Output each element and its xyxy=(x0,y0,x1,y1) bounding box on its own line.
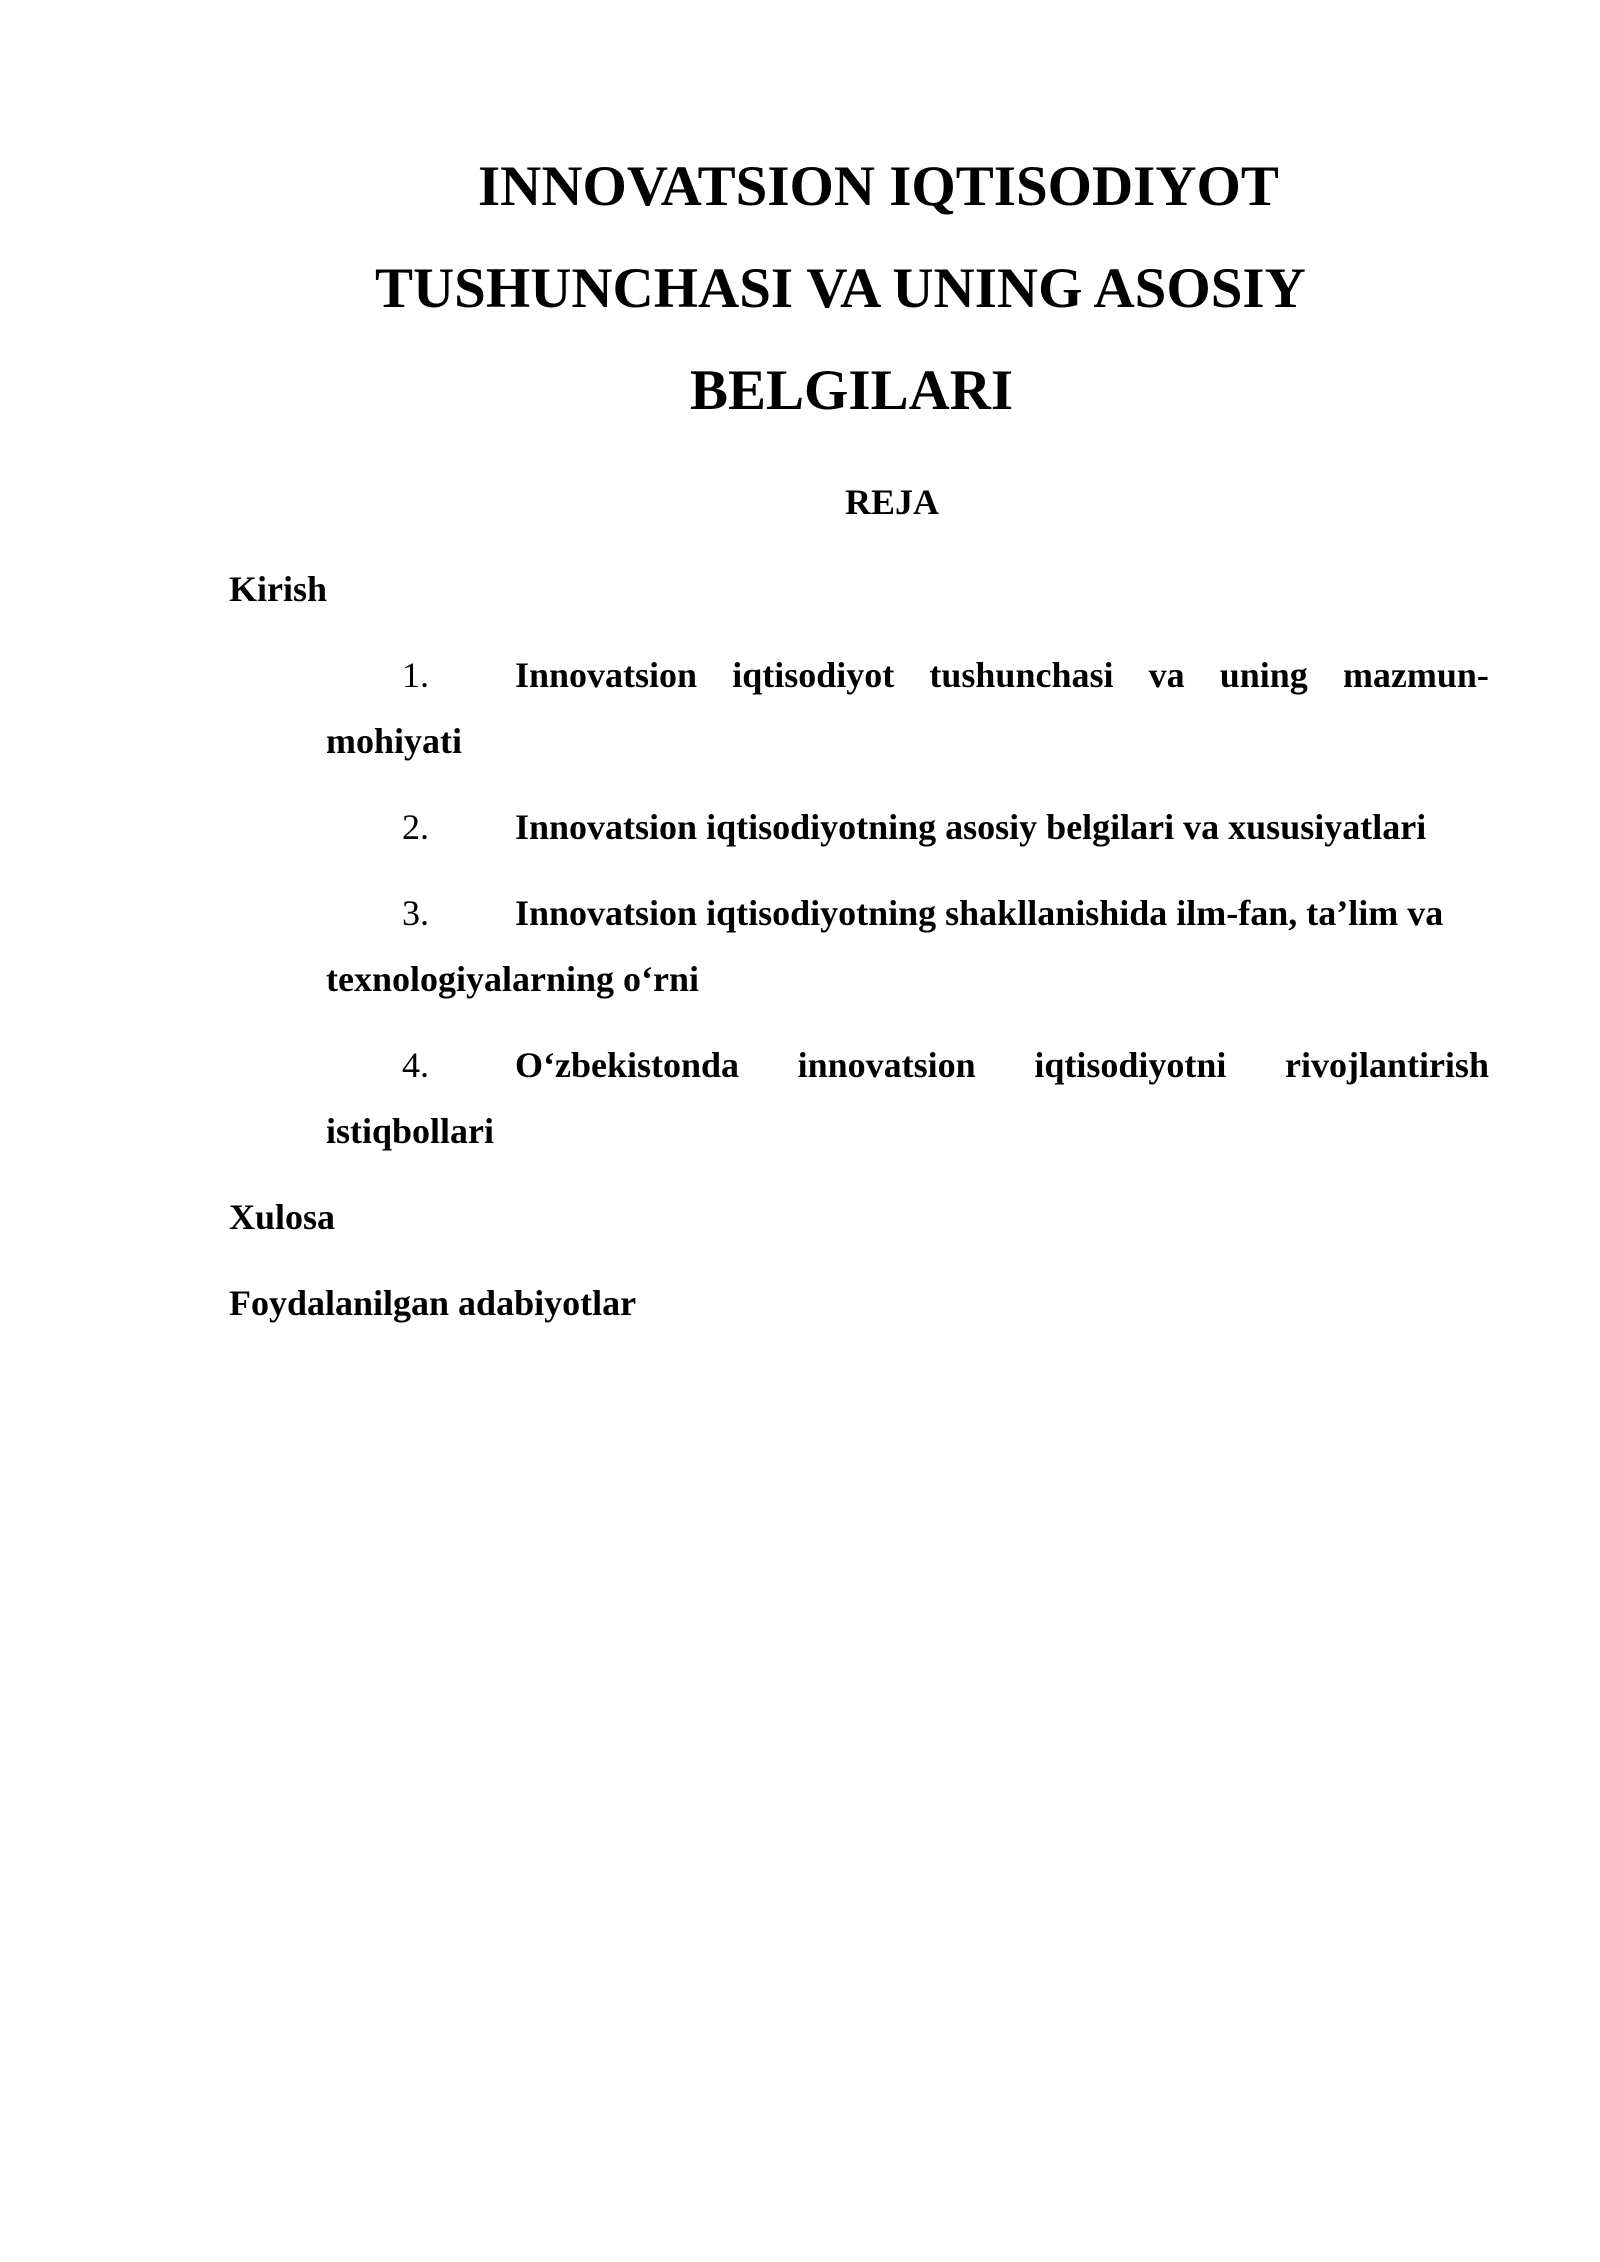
plan-item-1 xyxy=(326,657,1489,759)
plan-item-number: 2. xyxy=(402,807,429,847)
plan-item-continuation: istiqbollari xyxy=(326,1111,495,1151)
plan-item-number: 3. xyxy=(402,893,429,933)
plan-item-number: 4. xyxy=(402,1045,429,1085)
plan-item-text xyxy=(515,1047,1489,1083)
plan-item-word: iqtisodiyotni xyxy=(1034,1045,1227,1085)
plan-item-continuation: texnologiyalarning o‘rni xyxy=(326,959,700,999)
title-line-2: TUSHUNCHASI VA UNING ASOSIY xyxy=(375,257,1306,320)
plan-item-text: Innovatsion iqtisodiyotning shakllanishida ilm-fan, ta’lim va xyxy=(515,893,1444,933)
title-line-1: INNOVATSION IQTISODIYOT xyxy=(478,155,1279,218)
plan-item-word: tushunchasi xyxy=(929,655,1114,695)
intro-heading: Kirish xyxy=(229,569,328,609)
title-line-3: BELGILARI xyxy=(690,359,1014,422)
plan-item-text xyxy=(515,657,1489,693)
plan-item-word: Innovatsion xyxy=(515,655,698,695)
plan-item-word: innovatsion xyxy=(797,1045,976,1085)
plan-item-word: va xyxy=(1148,655,1185,695)
plan-item-word: iqtisodiyot xyxy=(732,655,895,695)
plan-item-4 xyxy=(326,1047,1489,1149)
references-heading: Foydalanilgan adabiyotlar xyxy=(229,1283,637,1323)
plan-item-3 xyxy=(326,895,1489,997)
plan-item-word: uning xyxy=(1219,655,1308,695)
plan-item-continuation: mohiyati xyxy=(326,721,463,761)
plan-item-number: 1. xyxy=(402,655,429,695)
plan-item-word: rivojlantirish xyxy=(1284,1045,1489,1085)
conclusion-heading: Xulosa xyxy=(229,1197,336,1237)
plan-item-2 xyxy=(326,809,1489,845)
plan-item-text: Innovatsion iqtisodiyotning asosiy belgilari va xususiyatlari xyxy=(515,807,1427,847)
plan-item-word: O‘zbekistonda xyxy=(515,1045,740,1085)
plan-item-word: mazmun- xyxy=(1342,655,1489,695)
plan-heading: REJA xyxy=(845,482,940,522)
